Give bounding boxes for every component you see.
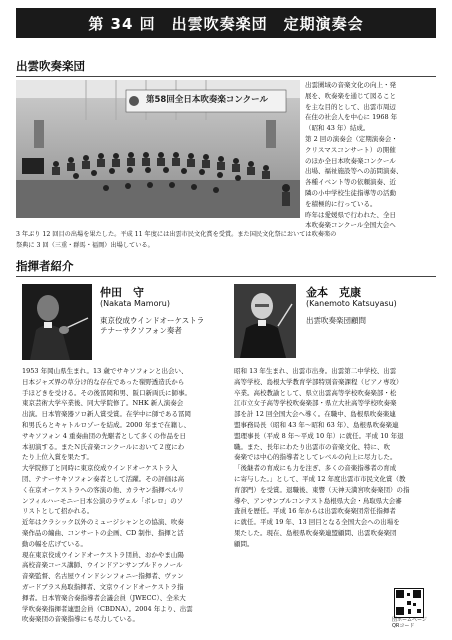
kanemoto-name: 金本 克康 — [306, 286, 361, 299]
nakata-role: 東京佼成ウインドオーケストラ テナーサクソフォン奏者 — [100, 316, 205, 335]
band-description-full: 3 年ぶり 12 回目の出場を果たした。平成 11 年度には出雲市民文化賞を受賞。また国民文化祭においては吹奏楽の 祭典に 3 回（三重・群馬・福岡）出場している。 — [16, 231, 337, 249]
page-title: 第 34 回 出雲吹奏楽団 定期演奏会 — [16, 8, 436, 38]
nakata-roman-name: (Nakata Mamoru) — [100, 299, 170, 308]
nakata-photo-illustration — [22, 284, 92, 360]
kanemoto-roman-name: (Kanemoto Katsuyasu) — [306, 299, 397, 308]
nakata-photo — [22, 284, 92, 360]
qr-code-label: 団ホームページ QRコード — [392, 617, 427, 629]
band-photo — [16, 80, 300, 218]
conductors-section-title: 指揮者紹介 — [16, 258, 436, 277]
contest-banner: 第58回全日本吹奏楽コンクール — [146, 95, 268, 105]
band-description-side: 出雲圏域の音楽文化の向上・発 展を、吹奏楽を通じて図ること を主な目的として、出雲市周辺 在住の社会人を中心に 1968 年 （昭和 43 年）結成。 第 2 回の演奏会（定期演奏会・ クリスマスコンサート）の開催 のほか全日本吹奏楽コンクール 出場、福祉施設等への訪問演奏、 各種イベント等の依頼演奏、近 隣の小中学校生徒指導等の活動 を積極的に行っている。 昨年は愛媛県で行われた、全日 本吹奏楽コンクール全国大会へ — [305, 81, 403, 230]
nakata-bio: 1953 年岡山県生まれ。13 歳でサキソフォンと出会い、 日本ジャズ界の草分け的な存在であった嶺野透造氏から 手ほどきを受ける。その後冨岡和男、阪口新両氏に師事。 東京芸術大学卒業後、同大学院修了。NHK 新人演奏会 出演。日本管楽器ソロ新人賞受賞。在学中に師である冨岡 和男氏らとキャトルロゾーを結成。2000 年まで在籍し、 サキソフォン 4 重奏曲団の先駆者として多くの作品を日 本初演する。またＮ氏音楽コンクールにおいて２度にわ たり上位入賞を果たす。 大学院修了と同時に東京佼成ウインドオーケストラ入 団、テナーサキソフォン奏者として活躍。その評価は高 く在京オーケストラへの客演の他、カラヤン指揮ベルリ ンフィルハーモニー日本公演のラヴェル「ボレロ」のソ リストとして招かれる。 近年はクラシック以外のミュージシャンとの協演、吹奏 楽作品の編曲、コンサートの企画、CD 制作、指揮と活 動の幅を広げている。 現在東京佼成ウインドオーケストラ団員、おかやま山陽 高校音楽コース講師、ウインドアンサンブルドゥノール 音楽監督、名古屋ウインドシンフォニー指揮者、ヴァン ガードブラス鳥取指揮者、文京ウインドオーケストラ指 揮者。日本管楽合奏指導者会議会員（JWECC）、全米大 学吹奏楽指揮者連盟会員（CBDNA）。2004 年より、出雲 吹奏楽団の音楽指導にも尽力している。 — [22, 367, 193, 624]
kanemoto-role: 出雲吹奏楽団顧問 — [306, 316, 366, 325]
kanemoto-bio: 昭和 13 年生まれ、出雲市出身。出雲第二中学校、出雲 高等学校、島根大学教育学部特別音楽課程（ピアノ専攻） 卒業。高校教諭として、県立出雲高等学校吹奏楽部・松 江市立女子高等学校吹奏楽部・県立大社高等学校吹奏楽 部を計 12 回全国大会へ導く。在職中、島根県吹奏楽連 盟事務局長（昭和 43 年〜昭和 63 年）、島根県吹奏楽連 盟理事長（平成 8 年〜平成 10 年）に就任。平成 10 年退 職。また、長年にわたり出雲市の音楽文化、特に、吹 奏楽では中心的指導者としてレベルの向上に尽力した。 「後継者の育成にも力を注ぎ、多くの音楽指導者の育成 に寄与した。」として、平成 12 年度出雲市市民文化賞（教 育部門）を受賞。退職後、東響（天神天満宮吹奏楽団）の指 導や、アンサンブルコンテスト島根県大会・鳥取県大会審 査員を歴任。平成 16 年からは出雲吹奏楽団常任指揮者 に就任。平成 19 年、13 回目となる全国大会への出場を 果たした。現在、島根県吹奏楽連盟顧問、出雲吹奏楽団 顧問。 — [234, 367, 410, 548]
nakata-name: 仲田 守 — [100, 286, 144, 299]
qr-code-icon[interactable] — [394, 588, 424, 618]
band-section-title: 出雲吹奏楽団 — [16, 58, 436, 77]
kanemoto-photo — [234, 284, 296, 358]
kanemoto-photo-illustration — [234, 284, 296, 358]
